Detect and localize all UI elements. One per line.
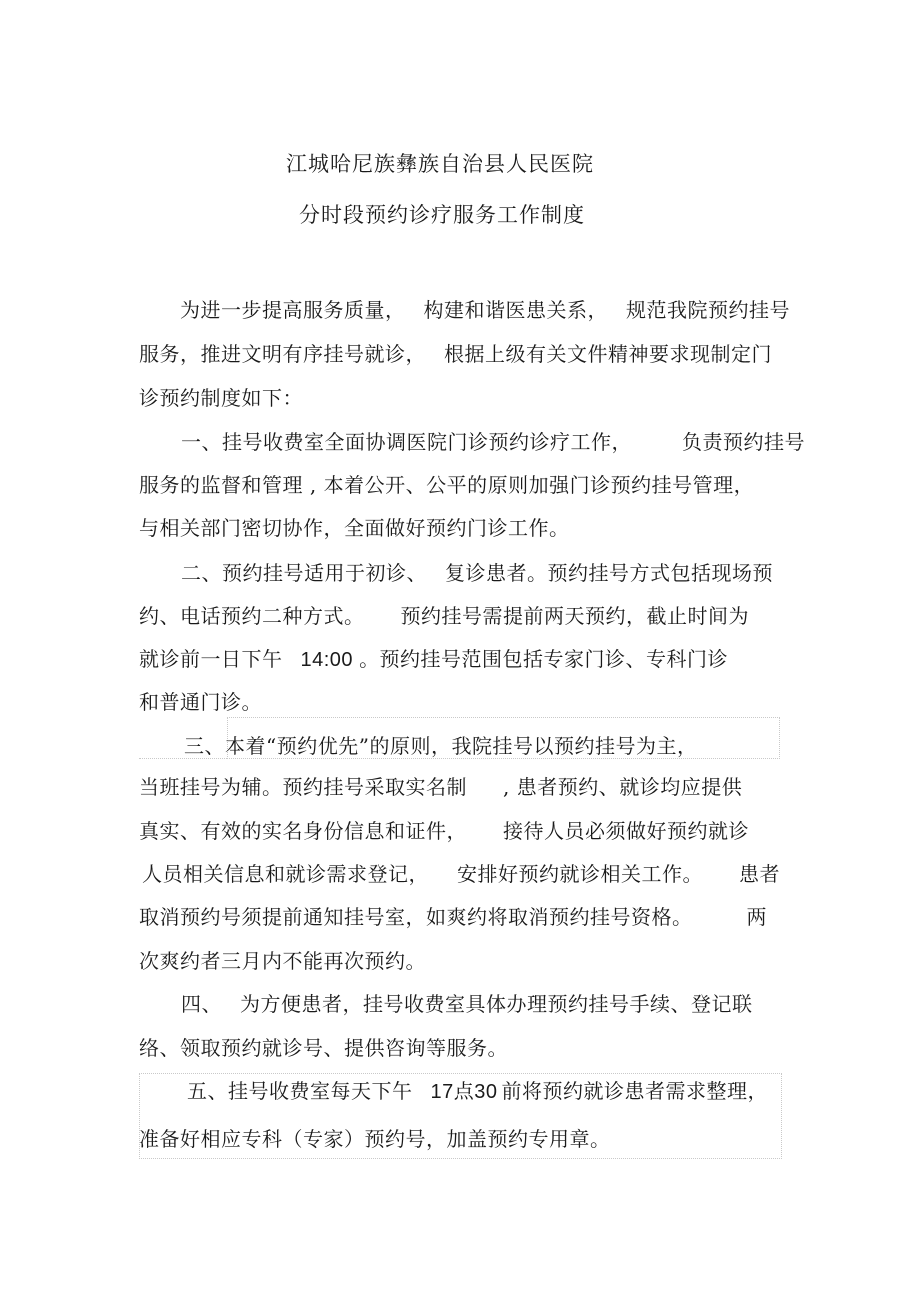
- section-2-line-3: [139, 647, 728, 672]
- intro-text: 构建和谐医患关系，: [423, 298, 608, 322]
- section-3-text: 接待人员必须做好预约就诊: [503, 819, 749, 843]
- section-2-text: 预约挂号需提前两天预约，截止时间为: [400, 604, 749, 628]
- section-1-line-1: [181, 430, 805, 454]
- section-3-text: 人员相关信息和就诊需求登记，: [142, 862, 429, 886]
- section-3-line-1: 三、本着“预约优先”的原则，我院挂号以预约挂号为主，: [184, 734, 698, 758]
- section-3-line-4: [142, 862, 780, 886]
- section-2-line-4: 和普通门诊。: [139, 690, 262, 714]
- section-4-line-1: [181, 992, 753, 1016]
- cutoff-time: 14:00: [300, 649, 354, 671]
- section-3-text: 当班挂号为辅。预约挂号采取实名制: [139, 775, 467, 799]
- section-3-text: 患者: [739, 862, 780, 886]
- section-5-line-1: [187, 1079, 768, 1104]
- intro-line-2: [139, 342, 772, 366]
- section-4-text: 四、: [181, 992, 222, 1016]
- section-2-text: 约、电话预约二种方式。: [139, 604, 365, 628]
- section-5-text: 点: [453, 1079, 475, 1103]
- document-title-line-2: 分时段预约诊疗服务工作制度: [299, 203, 585, 227]
- document-title-line-1: 江城哈尼族彝族自治县人民医院: [286, 152, 594, 176]
- section-3-text: 取消预约号须提前通知挂号室，如爽约将取消预约挂号资格。: [139, 905, 693, 929]
- section-5-text: 前将预约就诊患者需求整理，: [501, 1079, 768, 1103]
- section-5-line-2: 准备好相应专科（专家）预约号，加盖预约专用章。: [139, 1127, 611, 1151]
- section-2-line-2: [139, 604, 749, 628]
- time-hour: 17: [430, 1081, 454, 1103]
- section-1-text: 一、挂号收费室全面协调医院门诊预约诊疗工作，: [181, 430, 632, 454]
- time-minute: 30: [474, 1081, 498, 1103]
- section-3-line-2: [139, 775, 742, 799]
- intro-line-1: [180, 298, 790, 322]
- intro-line-3: 诊预约制度如下：: [139, 386, 303, 410]
- section-4-text: 为方便患者，挂号收费室具体办理预约挂号手续、登记联: [240, 992, 753, 1016]
- section-3-text: , 患者预约、就诊均应提供: [503, 775, 743, 799]
- section-5-text: 五、挂号收费室每天下午: [187, 1079, 413, 1103]
- section-2-text: 复诊患者。预约挂号方式包括现场预: [445, 561, 773, 585]
- section-2-line-1: [181, 561, 773, 585]
- intro-text: 根据上级有关文件精神要求现制定门: [444, 342, 772, 366]
- section-3-line-6: 次爽约者三月内不能再次预约。: [139, 949, 426, 973]
- section-2-text: 就诊前一日下午: [139, 647, 283, 671]
- section-1-line-2: 服务的监督和管理 , 本着公开、公平的原则加强门诊预约挂号管理，: [139, 473, 755, 497]
- section-2-text: 二、预约挂号适用于初诊、: [181, 561, 427, 585]
- section-3-line-5: [139, 905, 767, 929]
- section-3-text: 真实、有效的实名身份信息和证件，: [139, 819, 467, 843]
- section-3-text: 两: [746, 905, 767, 929]
- section-2-text: 。预约挂号范围包括专家门诊、专科门诊: [359, 647, 729, 671]
- intro-text: 规范我院预约挂号: [626, 298, 790, 322]
- section-3-text: 安排好预约就诊相关工作。: [457, 862, 703, 886]
- intro-text: 为进一步提高服务质量，: [180, 298, 406, 322]
- section-1-line-3: 与相关部门密切协作，全面做好预约门诊工作。: [139, 516, 570, 540]
- section-3-line-3: [139, 819, 749, 843]
- section-4-line-2: 络、领取预约就诊号、提供咨询等服务。: [139, 1036, 508, 1060]
- section-1-text: 负责预约挂号: [682, 430, 805, 454]
- intro-text: 服务，推进文明有序挂号就诊，: [139, 342, 426, 366]
